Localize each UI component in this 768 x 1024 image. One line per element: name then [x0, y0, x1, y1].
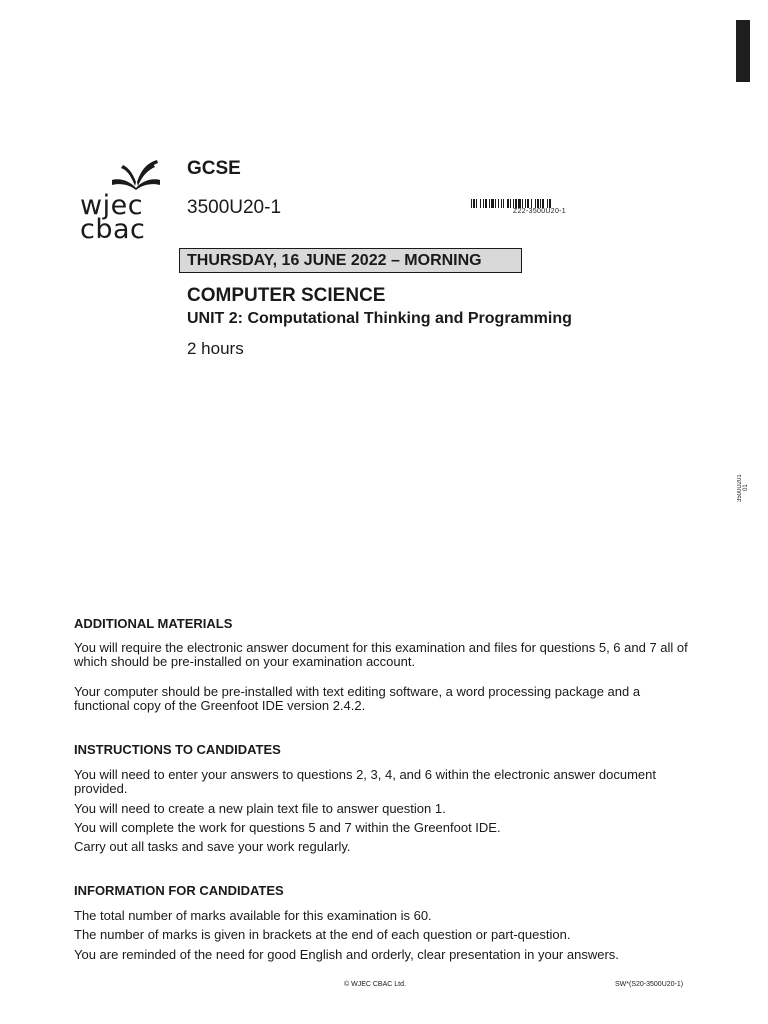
- information-heading: INFORMATION FOR CANDIDATES: [74, 883, 284, 898]
- paper-code: 3500U20-1: [187, 197, 282, 218]
- corner-registration-mark: [736, 20, 750, 82]
- instructions-heading: INSTRUCTIONS TO CANDIDATES: [74, 742, 281, 757]
- information-item: You are reminded of the need for good English and orderly, clear presentation in your answers.: [74, 947, 619, 962]
- open-book-icon: [111, 160, 161, 190]
- logo-text-wjec: wjec: [80, 190, 144, 221]
- information-item: The number of marks is given in brackets at the end of each question or part-question.: [74, 927, 571, 942]
- qualification-level: GCSE: [187, 158, 241, 179]
- side-code-line1: 3500U201: [737, 474, 743, 502]
- subject-title: COMPUTER SCIENCE: [187, 285, 386, 306]
- additional-materials-paragraph: Your computer should be pre-installed with text editing software, a word processing package and a functional copy of the Greenfoot IDE version 2.4.2.: [74, 684, 641, 713]
- unit-title: UNIT 2: Computational Thinking and Programming: [187, 310, 572, 327]
- instruction-item: You will complete the work for questions 5 and 7 within the Greenfoot IDE.: [74, 820, 501, 835]
- side-paper-code: [737, 470, 749, 506]
- exam-duration: 2 hours: [187, 339, 244, 358]
- instruction-item: You will need to create a new plain text file to answer question 1.: [74, 801, 446, 816]
- information-item: The total number of marks available for this examination is 60.: [74, 908, 432, 923]
- wjec-cbac-logo: [80, 160, 176, 244]
- footer-reference: SW*(S20-3500U20-1): [615, 981, 684, 988]
- barcode-label: Z22-3500U20-1: [513, 208, 566, 215]
- additional-materials-paragraph: You will require the electronic answer document for this examination and files for questions 5, 6 and 7 all of which should be pre-installed on your examination account.: [74, 640, 688, 669]
- barcode: [471, 199, 608, 208]
- exam-date-banner: THURSDAY, 16 JUNE 2022 – MORNING: [179, 248, 522, 273]
- instruction-item: Carry out all tasks and save your work regularly.: [74, 839, 351, 854]
- additional-materials-heading: ADDITIONAL MATERIALS: [74, 616, 233, 631]
- logo-text-cbac: cbac: [80, 214, 146, 245]
- footer-copyright: © WJEC CBAC Ltd.: [344, 981, 406, 988]
- side-code-line2: 01: [743, 484, 749, 492]
- instruction-item: You will need to enter your answers to questions 2, 3, 4, and 6 within the electronic answer document provided.: [74, 767, 656, 796]
